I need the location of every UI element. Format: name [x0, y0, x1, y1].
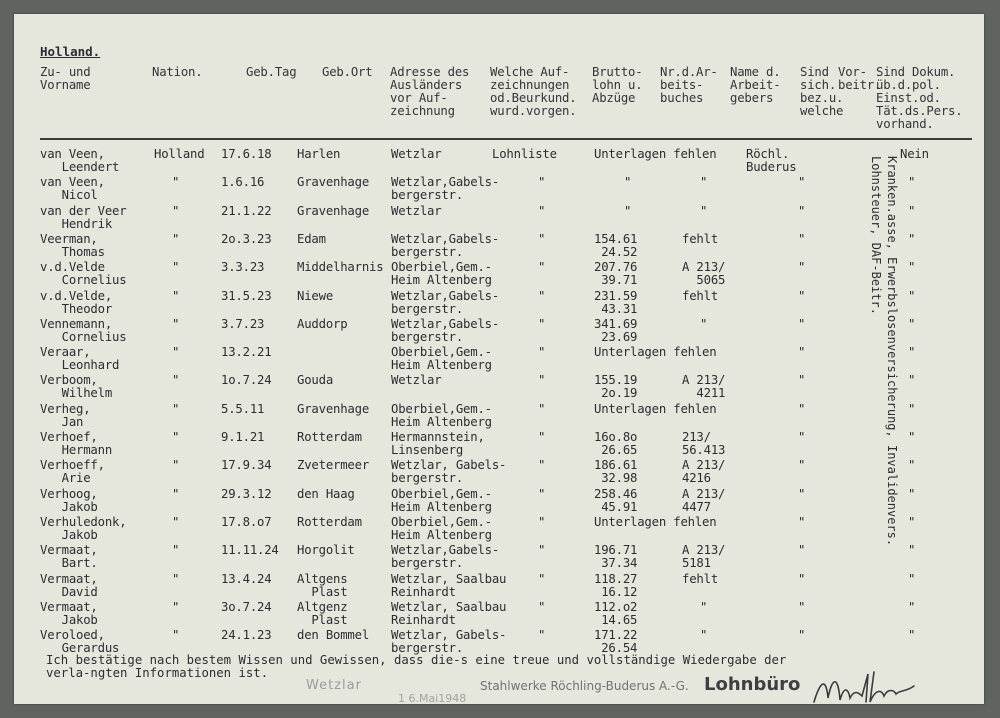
cell-birthplace: Auddorp [297, 316, 348, 331]
cell-workbook: " [700, 175, 708, 190]
cell-birthdate: 17.6.18 [221, 147, 272, 161]
column-header-workbook: Nr.d.Ar- beits- buches [660, 65, 718, 105]
cell-employer: " [798, 203, 806, 218]
cell-birthplace: Gouda [297, 373, 334, 388]
cell-birthdate: 1o.7.24 [221, 373, 272, 388]
column-header-wages: Brutto- lohn u. Abzüge [592, 65, 643, 105]
stamp-company: Stahlwerke Röchling-Buderus A.-G. [480, 679, 689, 693]
cell-birthplace: den Haag [297, 486, 355, 501]
cell-records: " [538, 486, 546, 501]
cell-workbook: " [700, 203, 708, 218]
cell-address: Wetzlar, Saalbau Reinhardt [391, 571, 507, 599]
cell-birthplace: Gravenhage [297, 203, 370, 218]
cell-docs: " [908, 486, 916, 501]
cell-address: Wetzlar,Gabels- bergerstr. [391, 175, 500, 203]
cell-workbook: fehlt [682, 288, 719, 303]
cell-name: Vennemann, Cornelius [40, 316, 127, 344]
header-rule [40, 138, 972, 140]
cell-docs: " [908, 316, 916, 331]
cell-name: van Veen, Nicol [40, 175, 105, 203]
cell-records: " [538, 401, 546, 416]
cell-wages: Unterlagen fehlen [594, 147, 717, 161]
cell-name: Verboom, Wilhelm [40, 373, 113, 401]
cell-birthdate: 13.4.24 [221, 571, 272, 586]
cell-nation: " [172, 203, 180, 218]
cell-workbook: " [700, 628, 708, 643]
cell-docs: " [908, 373, 916, 388]
cell-birthplace: Rotterdam [297, 430, 362, 444]
cell-records: " [538, 260, 546, 275]
cell-nation: " [172, 543, 180, 558]
cell-name: v.d.Velde Cornelius [40, 260, 127, 288]
cell-employer: " [798, 430, 806, 444]
stamp-date: 1 6.Mai1948 [398, 692, 467, 705]
cell-docs: " [908, 458, 916, 473]
cell-address: Wetzlar [391, 203, 442, 218]
cell-birthplace: Zvetermeer [297, 458, 370, 473]
cell-wages: 258.46 45.91 [594, 486, 638, 514]
cell-wages: 196.71 37.34 [594, 543, 638, 571]
confirmation-text: Ich bestätige nach bestem Wissen und Gewissen, dass die-s eine treue und vollständige Wiedergabe der verla-ngten Informationen ist. [46, 653, 787, 680]
cell-wages: 171.22 26.54 [594, 628, 638, 656]
cell-docs: " [908, 401, 916, 416]
cell-docs: " [908, 514, 916, 529]
cell-birthplace: Altgens Plast [297, 571, 348, 599]
cell-docs: " [908, 231, 916, 246]
cell-wages: 112.o2 14.65 [594, 599, 638, 627]
cell-records: " [538, 175, 546, 190]
cell-docs: " [908, 628, 916, 643]
cell-birthdate: 2o.3.23 [221, 231, 272, 246]
cell-employer: " [798, 345, 806, 360]
cell-workbook: 213/ 56.413 [682, 430, 726, 457]
cell-address: Wetzlar, Gabels- bergerstr. [391, 458, 507, 486]
column-header-records: Welche Auf- zeichnungen od.Beurkund. wurd.vorgen. [490, 65, 577, 118]
cell-workbook: A 213/ 4477 [682, 486, 726, 514]
cell-employer: " [798, 543, 806, 558]
cell-nation: " [172, 514, 180, 529]
cell-workbook: A 213/ 4211 [682, 373, 726, 401]
cell-name: van der Veer Hendrik [40, 203, 127, 231]
cell-name: van Veen, Leendert [40, 147, 120, 174]
cell-wages: Unterlagen fehlen [594, 345, 717, 360]
cell-birthplace: Rotterdam [297, 514, 362, 529]
insurance-note: Kranken.asse, Erwerbslosenversicherung, Invalidenvers. [885, 156, 899, 547]
cell-address: Wetzlar [391, 147, 442, 161]
cell-birthplace: Niewe [297, 288, 334, 303]
cell-records: Lohnliste [492, 147, 557, 161]
cell-workbook: fehlt [682, 231, 719, 246]
cell-birthdate: 11.11.24 [221, 543, 279, 558]
cell-workbook: " [700, 599, 708, 614]
cell-birthdate: 3o.7.24 [221, 599, 272, 614]
cell-wages: 16o.8o 26.65 [594, 430, 638, 457]
cell-name: Verheg, Jan [40, 401, 91, 429]
cell-nation: " [172, 231, 180, 246]
cell-records: " [538, 231, 546, 246]
cell-address: Wetzlar [391, 373, 442, 388]
cell-name: Vermaat, Jakob [40, 599, 98, 627]
cell-wages: 231.59 43.31 [594, 288, 638, 316]
column-header-name: Zu- und Vorname [40, 65, 91, 92]
cell-address: Wetzlar, Saalbau Reinhardt [391, 599, 507, 627]
cell-records: " [538, 543, 546, 558]
cell-birthdate: 5.5.11 [221, 401, 265, 416]
cell-birthdate: 9.1.21 [221, 430, 265, 444]
cell-birthplace: den Bommel [297, 628, 370, 643]
cell-birthdate: 17.9.34 [221, 458, 272, 473]
cell-name: Vermaat, Bart. [40, 543, 98, 571]
cell-wages: Unterlagen fehlen [594, 514, 717, 529]
cell-docs: " [908, 345, 916, 360]
cell-name: v.d.Velde, Theodor [40, 288, 113, 316]
cell-nation: " [172, 599, 180, 614]
cell-address: Wetzlar,Gabels- bergerstr. [391, 543, 500, 571]
cell-name: Veerman, Thomas [40, 231, 105, 259]
cell-birthdate: 24.1.23 [221, 628, 272, 643]
cell-nation: " [172, 486, 180, 501]
cell-employer: " [798, 486, 806, 501]
column-header-nation: Nation. [152, 65, 203, 79]
prior-contributions-note: Lohnsteuer, DAF-Beitr. [869, 156, 883, 315]
cell-employer: " [798, 231, 806, 246]
cell-wages: " [624, 203, 632, 218]
document-title: Holland. [40, 44, 101, 59]
cell-nation: " [172, 571, 180, 586]
cell-wages: 154.61 24.52 [594, 231, 638, 259]
cell-records: " [538, 345, 546, 360]
cell-docs: " [908, 203, 916, 218]
cell-records: " [538, 599, 546, 614]
cell-records: " [538, 288, 546, 303]
cell-records: " [538, 514, 546, 529]
cell-birthplace: Harlen [297, 147, 341, 161]
cell-wages: " [624, 175, 632, 190]
cell-records: " [538, 203, 546, 218]
cell-birthplace: Gravenhage [297, 401, 370, 416]
cell-wages: 186.61 32.98 [594, 458, 638, 486]
column-header-prior: Vor- beitr. [838, 65, 882, 92]
cell-employer: " [798, 599, 806, 614]
cell-birthdate: 3.7.23 [221, 316, 265, 331]
cell-wages: 155.19 2o.19 [594, 373, 638, 401]
cell-workbook: A 213/ 4216 [682, 458, 726, 486]
cell-records: " [538, 571, 546, 586]
cell-birthplace: Gravenhage [297, 175, 370, 190]
cell-employer: " [798, 260, 806, 275]
cell-address: Hermannstein, Linsenberg [391, 430, 485, 457]
cell-employer: " [798, 571, 806, 586]
cell-birthdate: 29.3.12 [221, 486, 272, 501]
cell-nation: " [172, 458, 180, 473]
cell-nation: " [172, 401, 180, 416]
cell-nation: " [172, 628, 180, 643]
cell-nation: " [172, 373, 180, 388]
cell-birthplace: Altgenz Plast [297, 599, 348, 627]
cell-employer: " [798, 373, 806, 388]
cell-records: " [538, 430, 546, 444]
cell-name: Veraar, Leonhard [40, 345, 120, 373]
cell-employer: " [798, 628, 806, 643]
cell-address: Wetzlar,Gabels- bergerstr. [391, 316, 500, 344]
stamp-place: Wetzlar [306, 678, 362, 693]
column-header-birthplace: Geb.Ort [322, 65, 373, 79]
cell-workbook: A 213/ 5065 [682, 260, 726, 288]
cell-workbook: " [700, 316, 708, 331]
cell-birthdate: 17.8.o7 [221, 514, 272, 529]
cell-docs: " [908, 430, 916, 444]
cell-nation: " [172, 175, 180, 190]
cell-birthdate: 3.3.23 [221, 260, 265, 275]
cell-records: " [538, 373, 546, 388]
cell-docs: " [908, 543, 916, 558]
cell-docs: " [908, 599, 916, 614]
cell-birthplace: Horgolit [297, 543, 355, 558]
document-page [14, 14, 984, 704]
cell-nation: " [172, 316, 180, 331]
cell-name: Veroloed, Gerardus [40, 628, 120, 656]
cell-nation: " [172, 260, 180, 275]
cell-employer: " [798, 175, 806, 190]
cell-docs: " [908, 571, 916, 586]
stamp-office: Lohnbüro [704, 674, 801, 695]
cell-workbook: A 213/ 5181 [682, 543, 726, 571]
cell-address: Oberbiel,Gem.- Heim Altenberg [391, 486, 492, 514]
cell-records: " [538, 316, 546, 331]
cell-name: Vermaat, David [40, 571, 98, 599]
cell-employer: " [798, 316, 806, 331]
cell-address: Oberbiel,Gem.- Heim Altenberg [391, 514, 492, 542]
cell-employer: " [798, 458, 806, 473]
column-header-docs: Sind Dokum. üb.d.pol. Einst.od. Tät.ds.Pers. vorhand. [876, 65, 963, 131]
cell-name: Verhoef, Hermann [40, 430, 113, 457]
cell-address: Oberbiel,Gem.- Heim Altenberg [391, 345, 492, 373]
cell-name: Verhoog, Jakob [40, 486, 98, 514]
cell-wages: 207.76 39.71 [594, 260, 638, 288]
cell-employer: " [798, 514, 806, 529]
cell-birthdate: 31.5.23 [221, 288, 272, 303]
cell-employer: " [798, 401, 806, 416]
cell-workbook: fehlt [682, 571, 719, 586]
cell-address: Wetzlar,Gabels- bergerstr. [391, 231, 500, 259]
cell-wages: 341.69 23.69 [594, 316, 638, 344]
cell-wages: Unterlagen fehlen [594, 401, 717, 416]
cell-docs: Nein [900, 147, 929, 161]
cell-wages: 118.27 16.12 [594, 571, 638, 599]
cell-address: Oberbiel,Gem.- Heim Altenberg [391, 260, 492, 288]
cell-birthplace: Edam [297, 231, 326, 246]
cell-name: Verhoeff, Arie [40, 458, 105, 486]
cell-address: Oberbiel,Gem.- Heim Altenberg [391, 401, 492, 429]
cell-address: Wetzlar,Gabels- bergerstr. [391, 288, 500, 316]
cell-nation: " [172, 345, 180, 360]
cell-docs: " [908, 175, 916, 190]
cell-nation: Holland [154, 147, 205, 161]
signature-image [810, 668, 930, 712]
cell-birthdate: 21.1.22 [221, 203, 272, 218]
cell-records: " [538, 458, 546, 473]
column-header-address: Adresse des Ausländers vor Auf- zeichnung [390, 65, 470, 118]
column-header-insurance: Sind sich. bez.u. welche [800, 65, 844, 118]
cell-docs: " [908, 288, 916, 303]
cell-docs: " [908, 260, 916, 275]
cell-birthplace: Middelharnis [297, 260, 384, 275]
cell-birthdate: 1.6.16 [221, 175, 265, 190]
cell-nation: " [172, 288, 180, 303]
cell-nation: " [172, 430, 180, 444]
column-header-birthdate: Geb.Tag [246, 65, 297, 79]
cell-birthdate: 13.2.21 [221, 345, 272, 360]
column-header-employer: Name d. Arbeit- gebers [730, 65, 781, 105]
cell-employer: Röchl. Buderus [746, 147, 797, 174]
cell-address: Wetzlar, Gabels- bergerstr. [391, 628, 507, 656]
cell-name: Verhuledonk, Jakob [40, 514, 127, 542]
cell-records: " [538, 628, 546, 643]
cell-employer: " [798, 288, 806, 303]
